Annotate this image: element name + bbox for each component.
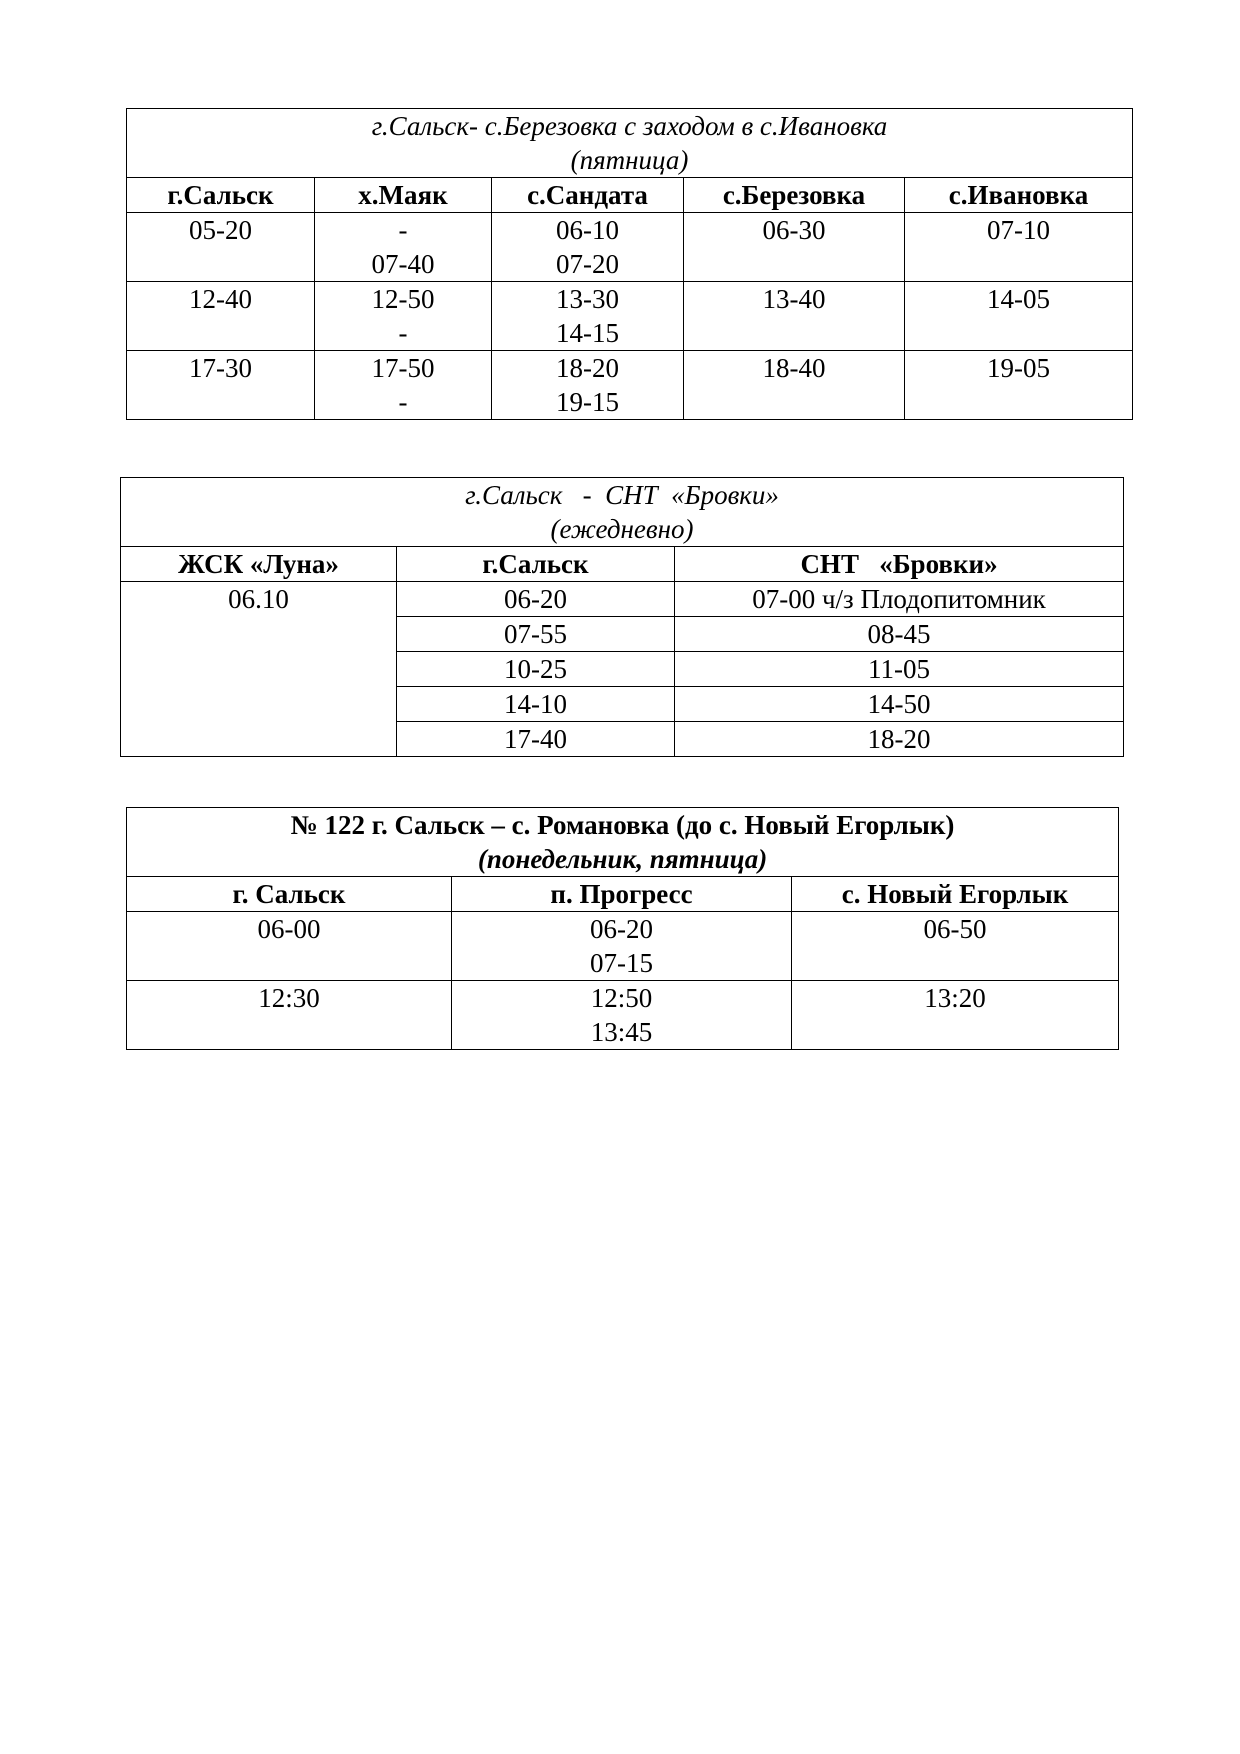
column-header: г. Сальск [127,877,452,912]
time-cell [492,351,684,420]
time-value: 18-40 [762,353,826,383]
table-row [127,282,1133,351]
table-subtitle: (ежедневно) [550,514,694,544]
time-cell: 10-25 [397,652,675,687]
time-value: 13:20 [924,983,986,1013]
time-value: 17-30 [189,353,252,383]
time-value: 06-10 [556,215,619,245]
time-value: 17-50 [371,353,435,383]
column-header: с.Ивановка [905,178,1133,213]
column-header: СНТ «Бровки» [675,547,1124,582]
time-cell [127,282,315,351]
time-cell [452,912,792,981]
time-value: 07-10 [987,215,1050,245]
time-cell [127,213,315,282]
time-cell [127,912,452,981]
time-cell [905,351,1133,420]
time-cell: 06.10 [121,582,397,757]
time-value: 19-15 [556,387,619,417]
time-cell [315,213,492,282]
schedule-table-route-122 [126,807,1119,1050]
time-value: 06-30 [762,215,826,245]
time-cell [315,351,492,420]
table-row [121,582,1124,617]
time-cell [792,912,1119,981]
column-header: п. Прогресс [452,877,792,912]
table-row [127,351,1133,420]
time-cell [315,282,492,351]
time-cell: 08-45 [675,617,1124,652]
time-value: 13:45 [590,1017,653,1047]
time-value: 05-20 [189,215,252,245]
column-header: ЖСК «Луна» [121,547,397,582]
time-value: 06-20 [590,914,653,944]
time-value: 14-15 [556,318,619,348]
time-cell [684,282,905,351]
time-cell: 11-05 [675,652,1124,687]
time-value: - [398,387,408,417]
time-value: - [398,215,408,245]
time-value: 18-20 [556,353,619,383]
column-header: г.Сальск [397,547,675,582]
time-cell: 17-40 [397,722,675,757]
time-value: 13-30 [556,284,619,314]
table-row [127,981,1119,1050]
time-cell: 14-10 [397,687,675,722]
column-header: с.Березовка [684,178,905,213]
time-cell [905,282,1133,351]
table-title-cell [121,478,1124,547]
table-title: г.Сальск- с.Березовка с заходом в с.Ивановка [371,111,888,141]
time-value: - [398,318,408,348]
table-title-cell [127,808,1119,877]
time-cell: 07-55 [397,617,675,652]
time-value: 12:30 [258,983,320,1013]
table-subtitle: (пятница) [570,145,689,175]
time-value: 06-00 [257,914,321,944]
column-header: х.Маяк [315,178,492,213]
time-value: 07-40 [371,249,435,279]
table-row [127,912,1119,981]
table-title: г.Сальск - СНТ «Бровки» [465,480,779,510]
table-title: № 122 г. Сальск – с. Романовка (до с. Новый Егорлык) [290,810,955,840]
schedule-table-salsk-berezovka [126,108,1133,420]
time-value: 07-15 [590,948,653,978]
time-value: 14-05 [987,284,1050,314]
time-cell: 06-20 [397,582,675,617]
time-value: 12:50 [590,983,653,1013]
time-cell [684,351,905,420]
table-subtitle: (понедельник, пятница) [477,844,768,874]
schedule-table-salsk-brovki [120,477,1124,757]
time-cell [792,981,1119,1050]
time-value: 07-20 [556,249,619,279]
column-header: с.Сандата [492,178,684,213]
table-title-cell [127,109,1133,178]
time-value: 06-50 [923,914,987,944]
time-cell [127,981,452,1050]
time-cell: 14-50 [675,687,1124,722]
time-cell [492,213,684,282]
time-cell [452,981,792,1050]
time-value: 12-50 [371,284,435,314]
time-cell: 07-00 ч/з Плодопитомник [675,582,1124,617]
time-value: 12-40 [189,284,252,314]
time-cell [492,282,684,351]
time-cell: 18-20 [675,722,1124,757]
column-header: г.Сальск [127,178,315,213]
time-cell [684,213,905,282]
time-cell [127,351,315,420]
time-cell [905,213,1133,282]
time-value: 13-40 [762,284,826,314]
table-row [127,213,1133,282]
time-value: 19-05 [987,353,1050,383]
column-header: с. Новый Егорлык [792,877,1119,912]
